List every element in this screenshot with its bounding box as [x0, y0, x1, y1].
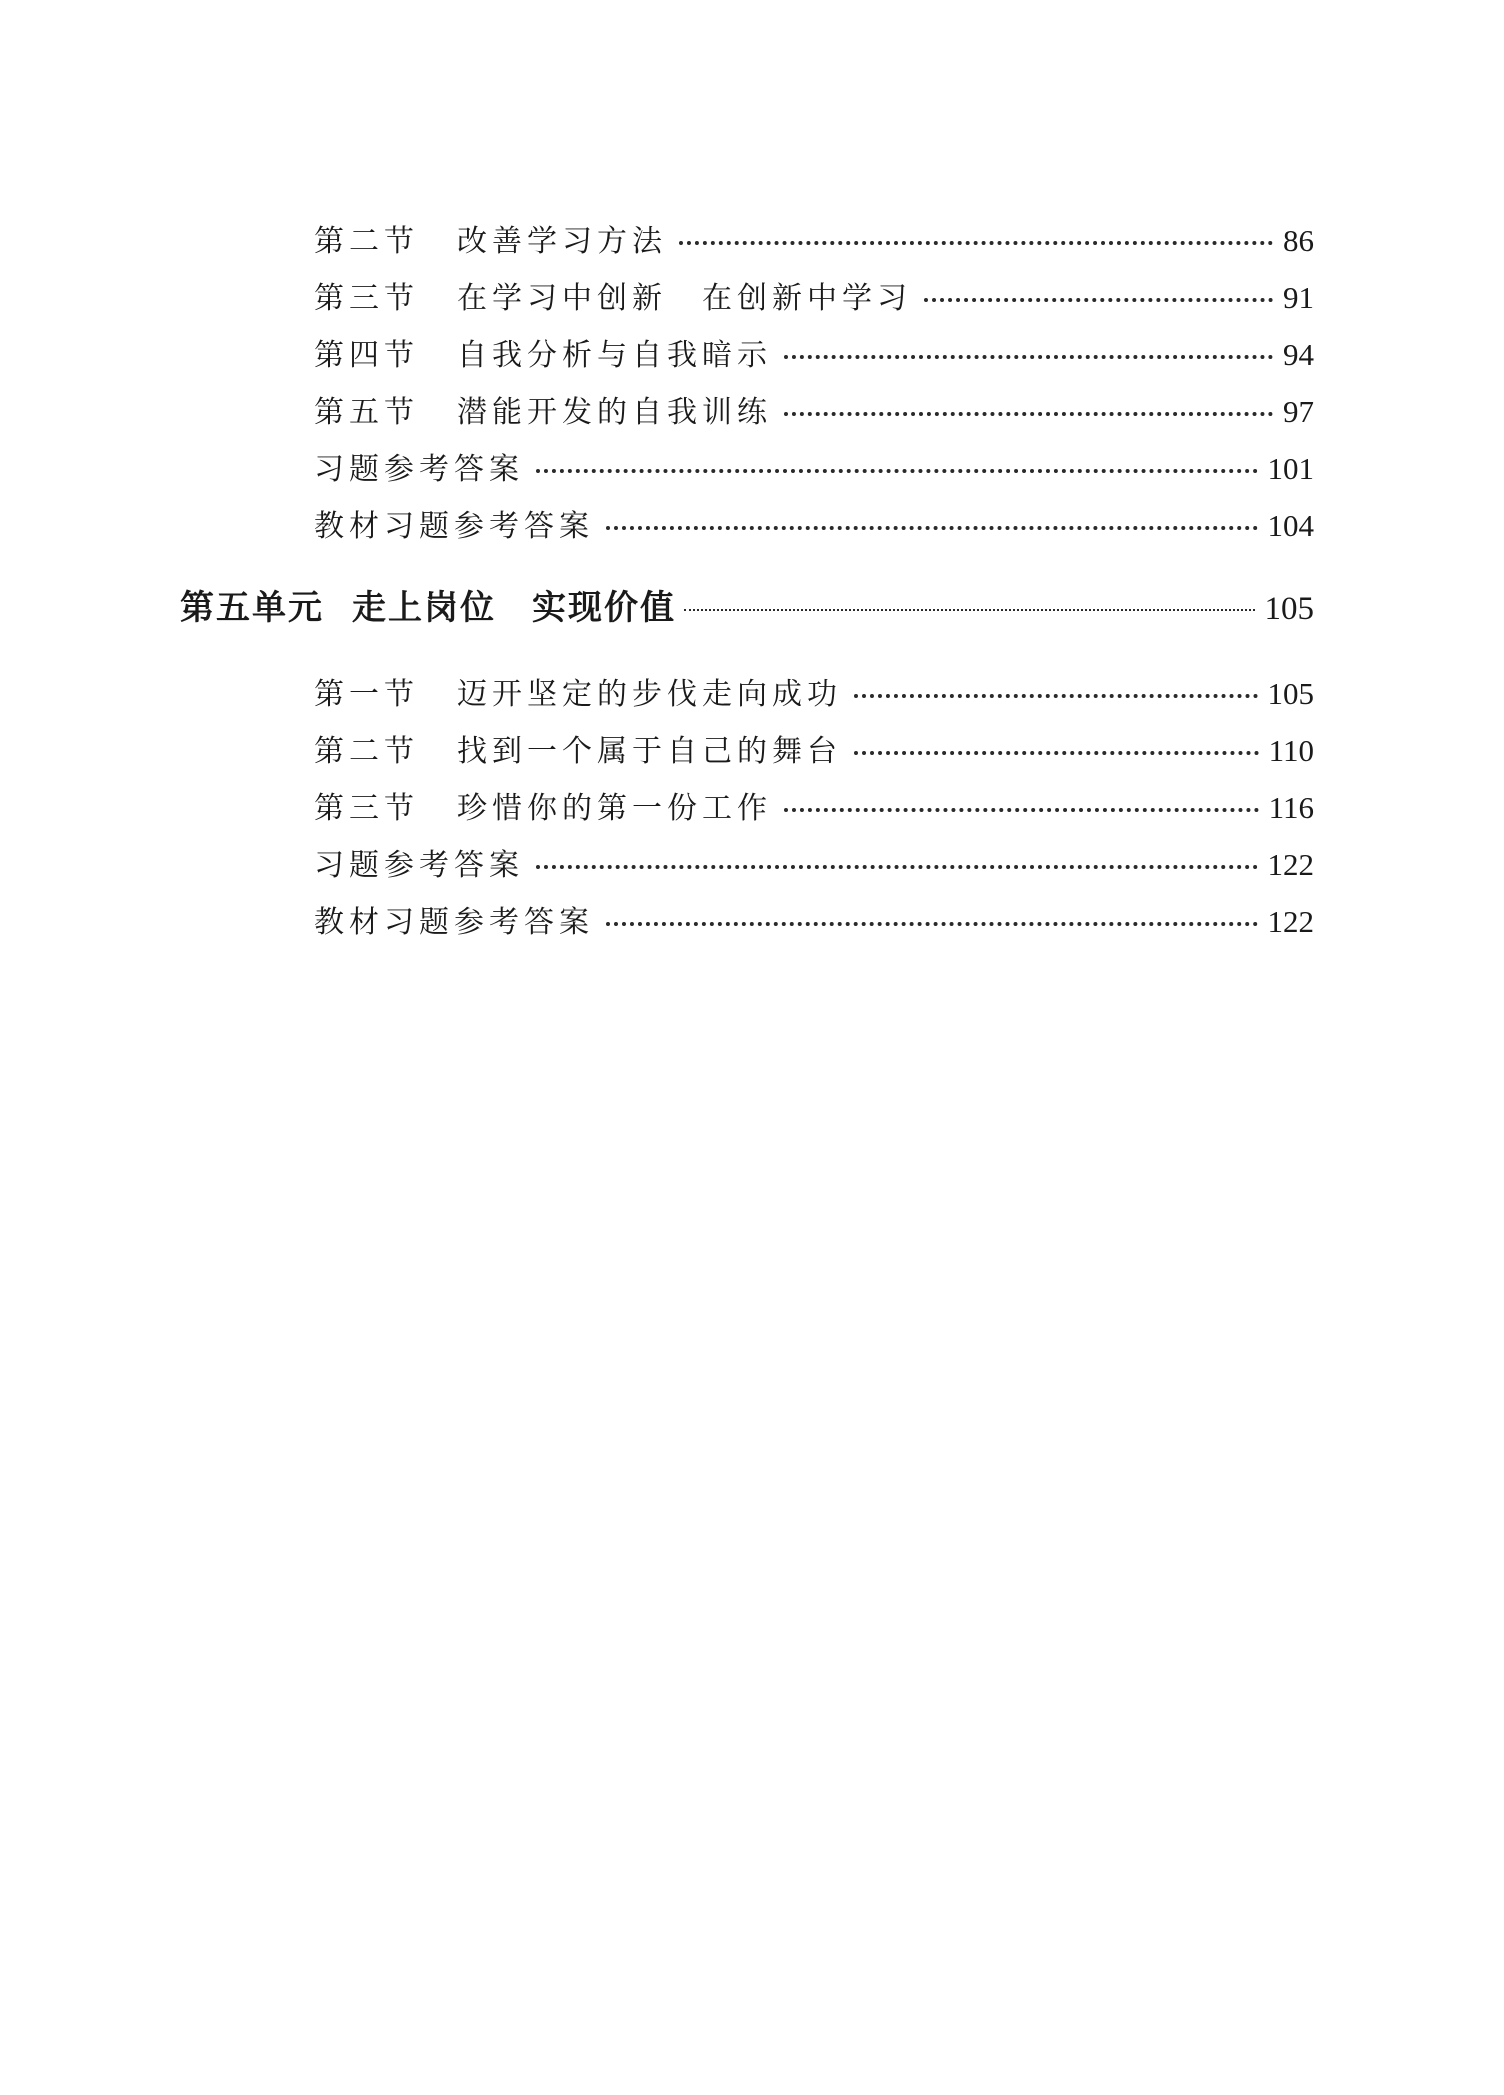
- entry-number: 第二节: [314, 734, 419, 769]
- page-number: 105: [1264, 591, 1314, 627]
- entry-number: 第一节: [314, 677, 419, 712]
- dot-leader: [536, 864, 1258, 869]
- toc-entry-unit-5[interactable]: [180, 580, 1314, 640]
- toc-entry-section-3[interactable]: [314, 273, 1314, 325]
- page-number: 97: [1283, 394, 1314, 429]
- entry-title: 教材习题参考答案: [314, 905, 594, 940]
- entry-number: 第三节: [314, 791, 419, 826]
- entry-title: 找到一个属于自己的舞台: [457, 734, 842, 769]
- entry-title: 改善学习方法: [457, 224, 667, 259]
- page-number: 116: [1268, 790, 1314, 825]
- page-number: 104: [1267, 508, 1314, 543]
- entry-number: 第二节: [314, 224, 419, 259]
- entry-number: 第三节: [314, 281, 419, 316]
- page-number: 91: [1283, 280, 1314, 315]
- dot-leader: [924, 297, 1273, 302]
- toc-entry-section-1[interactable]: [314, 669, 1314, 721]
- toc-entry-section-5[interactable]: [314, 387, 1314, 439]
- page-number: 101: [1267, 451, 1314, 486]
- dot-leader: [606, 525, 1258, 530]
- page-number: 122: [1267, 904, 1314, 939]
- entry-title: 珍惜你的第一份工作: [457, 791, 772, 826]
- entry-title: 潜能开发的自我训练: [457, 395, 772, 430]
- toc-entry-section-4[interactable]: [314, 330, 1314, 382]
- page-number: 105: [1267, 676, 1314, 711]
- dot-leader: [784, 807, 1259, 812]
- entry-title: 在学习中创新 在创新中学习: [457, 281, 912, 316]
- unit-title: 走上岗位 实现价值: [352, 588, 676, 628]
- toc-entry-section-2b[interactable]: [314, 726, 1314, 778]
- toc-entry-section-3b[interactable]: [314, 783, 1314, 835]
- entry-title: 习题参考答案: [314, 452, 524, 487]
- dot-leader: [536, 468, 1258, 473]
- toc-entry-exercise-answers-b[interactable]: [314, 840, 1314, 892]
- toc-entry-exercise-answers[interactable]: [314, 444, 1314, 496]
- toc-entry-section-2[interactable]: [314, 216, 1314, 268]
- entry-number: 第五节: [314, 395, 419, 430]
- page-number: 86: [1283, 223, 1314, 258]
- page-number: 94: [1283, 337, 1314, 372]
- entry-title: 教材习题参考答案: [314, 509, 594, 544]
- dot-leader: [784, 411, 1273, 416]
- dot-leader: [606, 921, 1258, 926]
- entry-title: 自我分析与自我暗示: [457, 338, 772, 373]
- page-number: 110: [1268, 733, 1314, 768]
- dot-leader: [854, 693, 1258, 698]
- entry-number: 第四节: [314, 338, 419, 373]
- dot-leader: [679, 240, 1273, 245]
- entry-title: 习题参考答案: [314, 848, 524, 883]
- unit-number: 第五单元: [180, 588, 324, 628]
- page-number: 122: [1267, 847, 1314, 882]
- toc-entry-textbook-answers[interactable]: [314, 501, 1314, 553]
- dot-leader: [854, 750, 1259, 755]
- toc-entry-textbook-answers-b[interactable]: [314, 897, 1314, 949]
- entry-title: 迈开坚定的步伐走向成功: [457, 677, 842, 712]
- dot-leader: [784, 354, 1273, 359]
- dot-leader: [684, 608, 1255, 611]
